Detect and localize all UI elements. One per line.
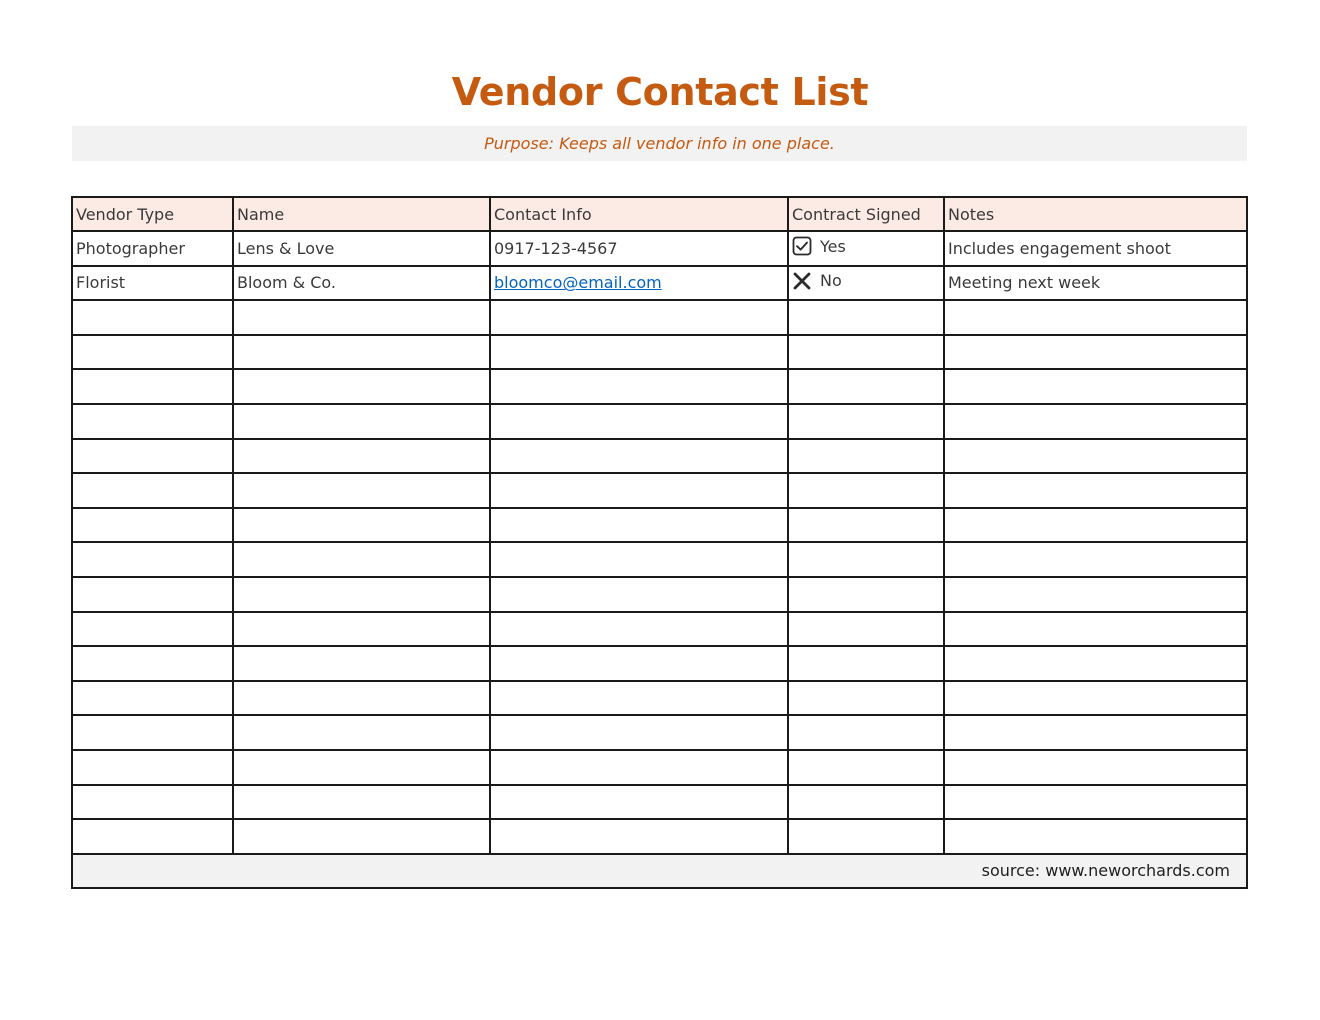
table-row-empty [72,577,1247,612]
cell-notes[interactable] [944,681,1247,716]
column-header-contact-info: Contact Info [490,197,788,231]
cell-notes[interactable] [944,542,1247,577]
cell-notes[interactable] [944,473,1247,508]
cell-contact-info[interactable] [490,335,788,370]
cell-contract-signed[interactable] [788,750,944,785]
column-header-vendor-type: Vendor Type [72,197,233,231]
table-row-empty [72,508,1247,543]
cell-name[interactable] [233,715,490,750]
table-row-empty [72,819,1247,854]
cell-notes[interactable] [944,750,1247,785]
cell-vendor-type[interactable] [72,473,233,508]
table-row-empty [72,369,1247,404]
cell-contact-info[interactable] [490,715,788,750]
cell-notes[interactable] [944,577,1247,612]
cell-name[interactable]: Lens & Love [233,231,490,266]
cell-name[interactable] [233,508,490,543]
cell-contact-info[interactable] [490,819,788,854]
column-header-name: Name [233,197,490,231]
cell-name[interactable] [233,439,490,474]
cell-notes[interactable]: Meeting next week [944,266,1247,301]
cell-contract-signed[interactable] [788,369,944,404]
cell-contract-signed[interactable] [788,439,944,474]
cell-contract-signed[interactable] [788,300,944,335]
cell-name[interactable] [233,542,490,577]
cell-contract-signed[interactable] [788,231,944,266]
column-header-contract-signed: Contract Signed [788,197,944,231]
table-row-empty [72,404,1247,439]
table-row-empty [72,646,1247,681]
cell-notes[interactable] [944,335,1247,370]
cell-contact-info[interactable] [490,612,788,647]
table-row-empty [72,715,1247,750]
cell-name[interactable]: Bloom & Co. [233,266,490,301]
cell-notes[interactable] [944,369,1247,404]
cell-name[interactable] [233,785,490,820]
cell-name[interactable] [233,681,490,716]
table-row-empty [72,785,1247,820]
cell-contract-signed[interactable] [788,473,944,508]
source-footer: source: www.neworchards.com [72,854,1247,888]
cell-contract-signed[interactable] [788,508,944,543]
table-row-empty [72,335,1247,370]
table-row-empty [72,612,1247,647]
contract-signed-value: No [820,271,842,291]
table-row [72,231,1247,266]
cell-contract-signed[interactable] [788,404,944,439]
cell-notes[interactable]: Includes engagement shoot [944,231,1247,266]
cell-vendor-type[interactable] [72,715,233,750]
cell-name[interactable] [233,335,490,370]
cell-contract-signed[interactable] [788,819,944,854]
column-header-notes: Notes [944,197,1247,231]
cell-vendor-type[interactable]: Photographer [72,231,233,266]
checkbox-checked-icon [792,236,812,256]
cell-name[interactable] [233,612,490,647]
footer-row [72,854,1247,888]
cell-name[interactable] [233,473,490,508]
cell-vendor-type[interactable] [72,439,233,474]
cell-vendor-type[interactable] [72,335,233,370]
cell-vendor-type[interactable] [72,369,233,404]
cell-contract-signed[interactable] [788,646,944,681]
cell-contact-info[interactable] [490,369,788,404]
cell-notes[interactable] [944,508,1247,543]
cell-notes[interactable] [944,646,1247,681]
table-header-row [72,197,1247,231]
page-title: Vendor Contact List [451,70,869,114]
cell-contact-info[interactable] [490,404,788,439]
cell-vendor-type[interactable] [72,300,233,335]
contract-signed-value: Yes [820,236,846,256]
cell-contact-info[interactable] [490,266,788,301]
cell-contact-info[interactable] [490,750,788,785]
cell-name[interactable] [233,369,490,404]
cell-vendor-type[interactable] [72,819,233,854]
table-row-empty [72,542,1247,577]
cell-notes[interactable] [944,819,1247,854]
cell-contract-signed[interactable] [788,612,944,647]
cell-vendor-type[interactable] [72,508,233,543]
cell-contract-signed[interactable] [788,335,944,370]
vendor-table [71,196,1248,889]
cell-contact-info[interactable] [490,508,788,543]
cell-contract-signed[interactable] [788,266,944,301]
x-mark-icon [792,271,812,291]
cell-notes[interactable] [944,404,1247,439]
cell-notes[interactable] [944,300,1247,335]
cell-name[interactable] [233,404,490,439]
cell-name[interactable] [233,750,490,785]
cell-name[interactable] [233,819,490,854]
table-row-empty [72,439,1247,474]
cell-vendor-type[interactable] [72,646,233,681]
cell-vendor-type[interactable] [72,750,233,785]
cell-name[interactable] [233,646,490,681]
email-link[interactable]: bloomco@email.com [494,273,662,293]
cell-contract-signed[interactable] [788,785,944,820]
cell-vendor-type[interactable] [72,612,233,647]
cell-contact-info[interactable] [490,646,788,681]
cell-contact-info[interactable] [490,785,788,820]
cell-contract-signed[interactable] [788,681,944,716]
cell-vendor-type[interactable] [72,785,233,820]
table-row-empty [72,473,1247,508]
cell-notes[interactable] [944,612,1247,647]
cell-name[interactable] [233,577,490,612]
table-row [72,266,1247,301]
cell-contact-info[interactable] [490,473,788,508]
cell-contact-info[interactable] [490,681,788,716]
cell-vendor-type[interactable]: Florist [72,266,233,301]
cell-contact-info[interactable] [490,577,788,612]
cell-contract-signed[interactable] [788,715,944,750]
cell-contract-signed[interactable] [788,577,944,612]
cell-contact-info[interactable] [490,439,788,474]
table-row-empty [72,300,1247,335]
table-row-empty [72,681,1247,716]
cell-contact-info[interactable] [490,542,788,577]
cell-notes[interactable] [944,785,1247,820]
cell-notes[interactable] [944,439,1247,474]
cell-name[interactable] [233,300,490,335]
cell-vendor-type[interactable] [72,542,233,577]
cell-contact-info[interactable]: 0917-123-4567 [490,231,788,266]
table-row-empty [72,750,1247,785]
cell-contact-info[interactable] [490,300,788,335]
purpose-subtitle: Purpose: Keeps all vendor info in one place. [72,126,1247,161]
cell-vendor-type[interactable] [72,577,233,612]
cell-contract-signed[interactable] [788,542,944,577]
cell-vendor-type[interactable] [72,404,233,439]
cell-notes[interactable] [944,715,1247,750]
cell-vendor-type[interactable] [72,681,233,716]
